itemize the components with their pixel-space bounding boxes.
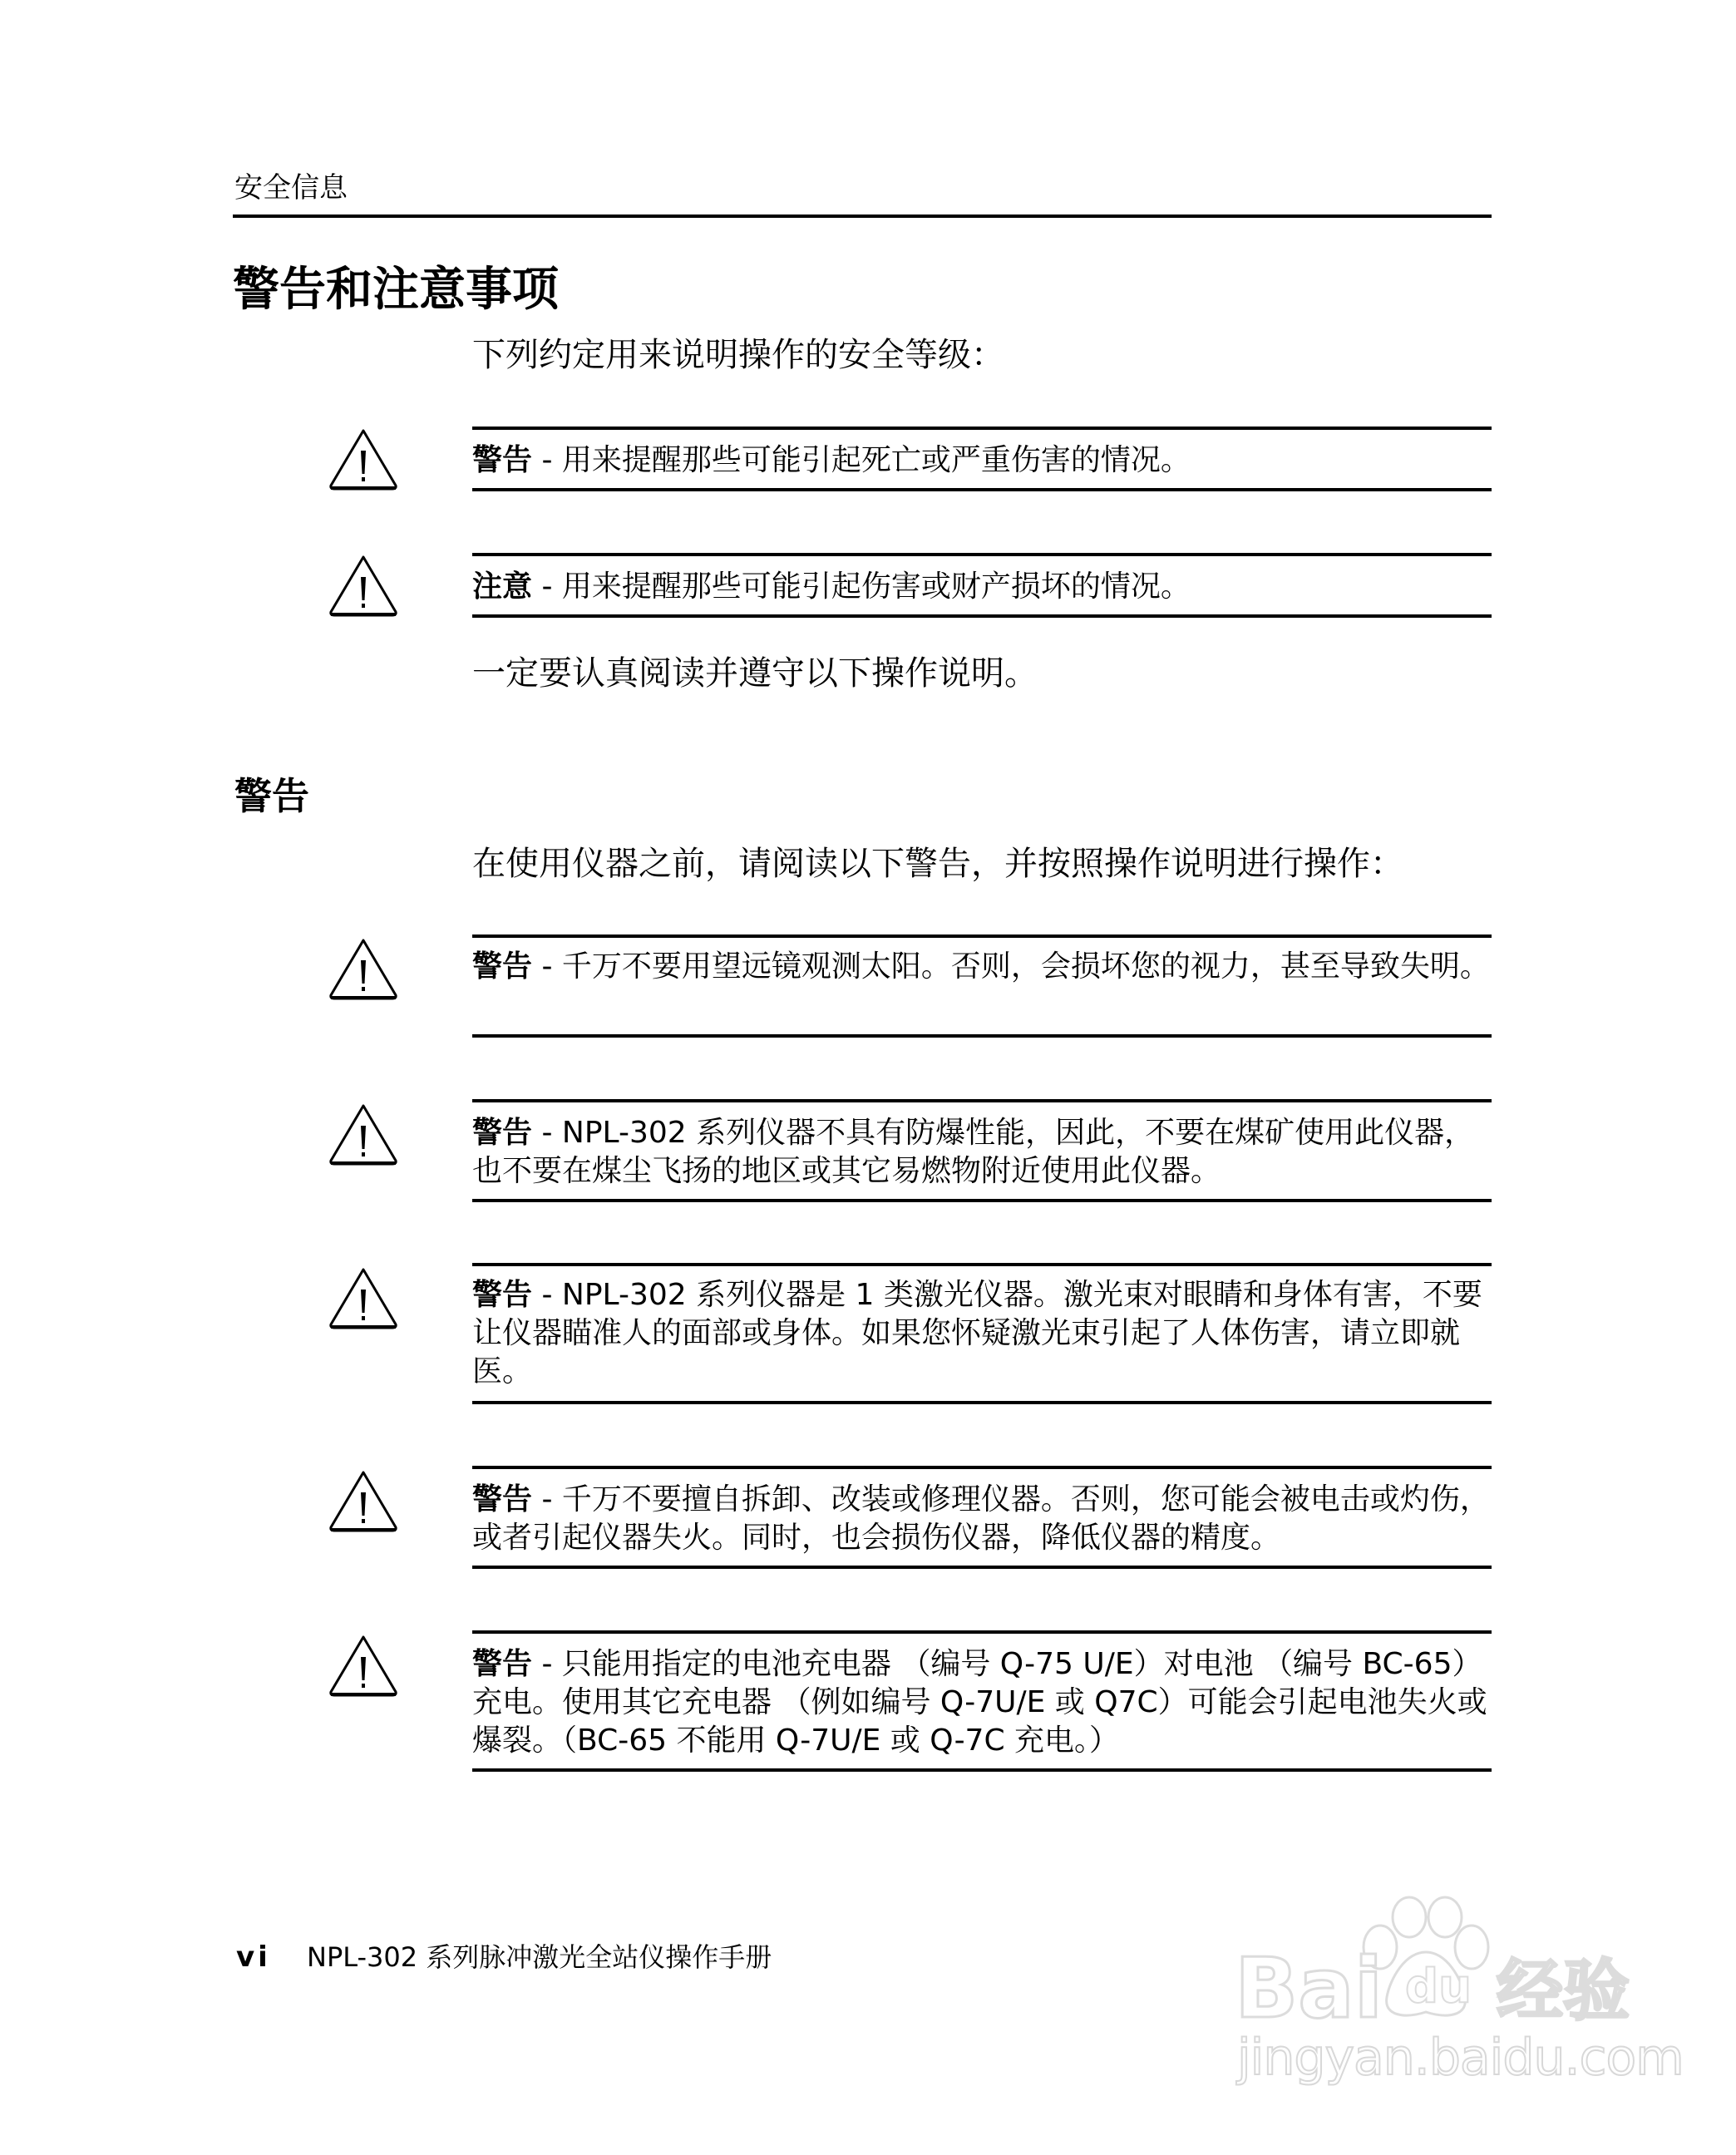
warning-triangle-icon <box>326 1102 401 1167</box>
warning-description: NPL-302 系列仪器不具有防爆性能，因此，不要在煤矿使用此仪器，也不要在煤尘飞扬的地区或其它易燃物附近使用此仪器。 <box>472 1116 1475 1188</box>
warning-triangle-icon <box>326 554 401 619</box>
warning-box <box>472 1466 1492 1569</box>
warning-text: 警告 - 千万不要用望远镜观测太阳。否则，会损坏您的视力，甚至导致失明。 <box>472 949 1490 984</box>
level-caution-text: 注意 - 用来提醒那些可能引起伤害或财产损坏的情况。 <box>472 570 1191 604</box>
warning-label: 警告 <box>472 949 533 984</box>
warning-triangle-icon <box>326 937 401 1002</box>
level-caution-box <box>472 553 1492 618</box>
warning-box <box>472 1263 1492 1404</box>
warning-triangle-icon <box>326 427 401 492</box>
must-read-text: 一定要认真阅读并遵守以下操作说明。 <box>472 654 1038 693</box>
level-description: 用来提醒那些可能引起伤害或财产损坏的情况。 <box>561 570 1191 604</box>
warning-box <box>472 934 1492 1038</box>
warning-description: 只能用指定的电池充电器 （编号 Q-75 U/E）对电池 （编号 BC-65）充电。使用其它充电器 （例如编号 Q-7U/E 或 Q7C）可能会引起电池失火或爆裂。（BC-65 不能用 Q-7U/E 或 Q-7C 充电。） <box>472 1647 1487 1758</box>
watermark-brand: Bai <box>1235 1940 1383 2037</box>
svg-text:du: du <box>1405 1960 1472 2014</box>
level-description: 用来提醒那些可能引起死亡或严重伤害的情况。 <box>561 443 1191 477</box>
level-label: 警告 <box>472 443 533 477</box>
watermark-url: jingyan.baidu.com <box>1237 2029 1684 2087</box>
warning-triangle-icon <box>326 1634 401 1699</box>
warning-triangle-icon <box>326 1266 401 1331</box>
warning-box <box>472 1099 1492 1202</box>
header-rule <box>233 215 1492 218</box>
manual-title: NPL-302 系列脉冲激光全站仪操作手册 <box>307 1941 772 1973</box>
running-header: 安全信息 <box>234 171 348 205</box>
warning-description: NPL-302 系列仪器是 1 类激光仪器。激光束对眼睛和身体有害，不要让仪器瞄准人的面部或身体。如果您怀疑激光束引起了人体伤害，请立即就医。 <box>472 1278 1482 1388</box>
page-title: 警告和注意事项 <box>233 263 559 317</box>
baidu-jingyan-watermark <box>1230 1896 1684 2091</box>
watermark-brand-cn: 经验 <box>1497 1952 1630 2029</box>
warning-label: 警告 <box>472 1278 533 1312</box>
warning-box <box>472 1630 1492 1772</box>
warning-triangle-icon <box>326 1469 401 1534</box>
warning-text: 警告 - NPL-302 系列仪器不具有防爆性能，因此，不要在煤矿使用此仪器，也不要在煤尘飞扬的地区或其它易燃物附近使用此仪器。 <box>472 1116 1475 1188</box>
level-label: 注意 <box>472 570 533 604</box>
warning-label: 警告 <box>472 1647 533 1681</box>
intro-text: 下列约定用来说明操作的安全等级： <box>472 336 1004 374</box>
section-intro: 在使用仪器之前，请阅读以下警告，并按照操作说明进行操作： <box>472 845 1403 883</box>
level-warning-box <box>472 427 1492 491</box>
warning-text: 警告 - 只能用指定的电池充电器 （编号 Q-75 U/E）对电池 （编号 BC-65）充电。使用其它充电器 （例如编号 Q-7U/E 或 Q7C）可能会引起电池失火或爆裂。（BC-65 不能用 Q-7U/E 或 Q-7C 充电。） <box>472 1647 1487 1758</box>
warning-text: 警告 - NPL-302 系列仪器是 1 类激光仪器。激光束对眼睛和身体有害，不要让仪器瞄准人的面部或身体。如果您怀疑激光束引起了人体伤害，请立即就医。 <box>472 1278 1482 1388</box>
warning-text: 警告 - 千万不要擅自拆卸、改装或修理仪器。否则，您可能会被电击或灼伤，或者引起仪器失火。同时，也会损伤仪器，降低仪器的精度。 <box>472 1482 1490 1555</box>
warning-description: 千万不要擅自拆卸、改装或修理仪器。否则，您可能会被电击或灼伤，或者引起仪器失火。同时，也会损伤仪器，降低仪器的精度。 <box>472 1482 1490 1555</box>
warning-label: 警告 <box>472 1116 533 1150</box>
level-warning-text: 警告 - 用来提醒那些可能引起死亡或严重伤害的情况。 <box>472 443 1191 477</box>
page-number: vi <box>236 1940 271 1974</box>
section-heading: 警告 <box>234 774 310 818</box>
warning-description: 千万不要用望远镜观测太阳。否则，会损坏您的视力，甚至导致失明。 <box>561 949 1490 984</box>
warning-label: 警告 <box>472 1482 533 1516</box>
